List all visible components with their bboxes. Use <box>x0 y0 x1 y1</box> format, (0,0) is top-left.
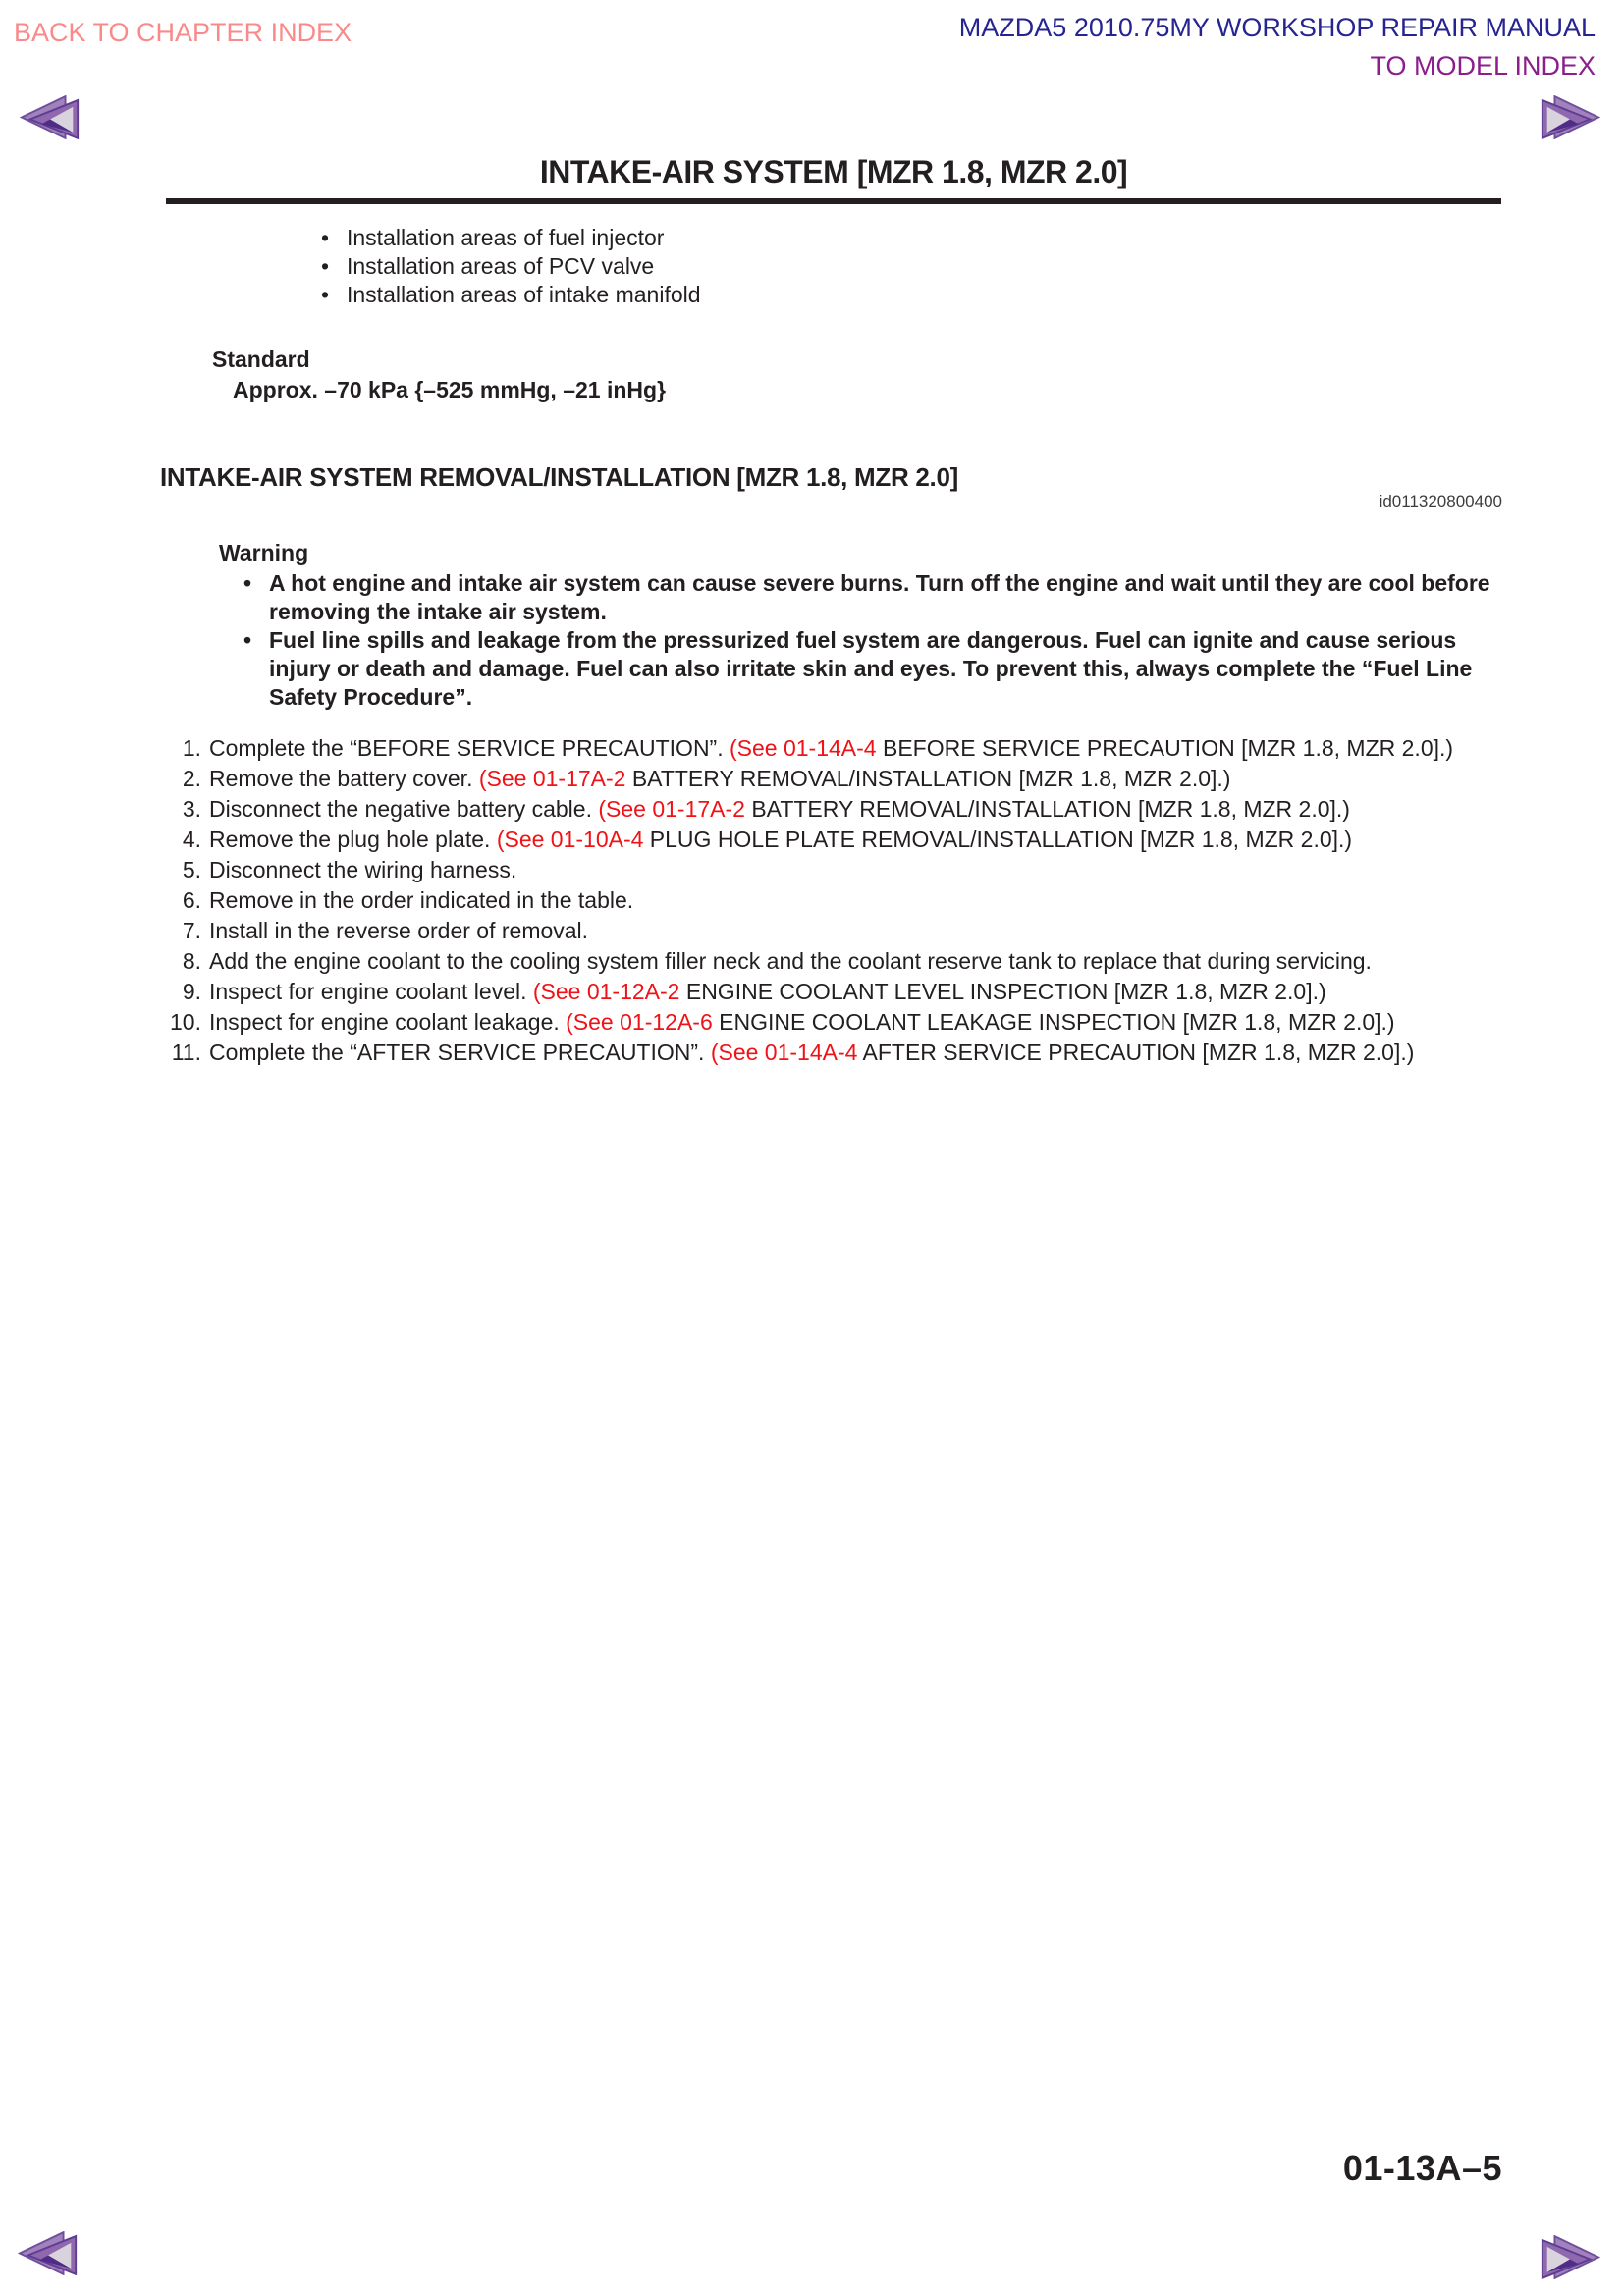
step-item <box>140 946 1502 977</box>
step-number: 10. <box>170 1009 201 1035</box>
see-reference-link[interactable]: (See 01-14A-4 <box>730 735 877 761</box>
step-number: 5. <box>182 857 201 882</box>
step-number: 6. <box>182 887 201 913</box>
intro-bullet-list <box>319 224 1623 309</box>
warning-label: Warning <box>219 540 309 565</box>
nav-next-button-bottom[interactable] <box>1538 2235 1600 2279</box>
intro-bullet-item: • Installation areas of intake manifold <box>319 281 1623 309</box>
see-reference-link[interactable]: (See 01-17A-2 <box>598 796 745 822</box>
step-text: Inspect for engine coolant leakage. (See 01-12A-6 ENGINE COOLANT LEAKAGE INSPECTION [MZR 1.8, MZR 2.0].) <box>209 1009 1395 1035</box>
step-number: 8. <box>182 948 201 974</box>
step-number: 2. <box>182 766 201 791</box>
to-model-index-link[interactable]: TO MODEL INDEX <box>1370 51 1596 80</box>
section-heading: INTAKE-AIR SYSTEM REMOVAL/INSTALLATION [MZR 1.8, MZR 2.0] <box>160 462 958 492</box>
see-reference-link[interactable]: (See 01-14A-4 <box>710 1040 858 1065</box>
warning-item: • A hot engine and intake air system can cause severe burns. Turn off the engine and wait until they are cool before removing the intake air system. <box>242 569 1497 626</box>
step-number: 7. <box>182 918 201 943</box>
back-to-chapter-link[interactable]: BACK TO CHAPTER INDEX <box>14 18 352 47</box>
step-item <box>140 1007 1502 1038</box>
step-item <box>140 825 1502 855</box>
step-text: Install in the reverse order of removal. <box>209 918 589 943</box>
intro-bullet-item: • Installation areas of PCV valve <box>319 252 1623 281</box>
step-item <box>140 855 1502 885</box>
warning-item: • Fuel line spills and leakage from the pressurized fuel system are dangerous. Fuel can ignite and cause serious injury or death and damage. Fuel can also irritate skin and eyes. To prevent this, always complete the “Fuel Line Safety Procedure”. <box>242 626 1497 712</box>
page-title: INTAKE-AIR SYSTEM [MZR 1.8, MZR 2.0] <box>539 154 1128 189</box>
step-number: 1. <box>182 735 201 761</box>
step-item <box>140 764 1502 794</box>
step-number: 4. <box>182 827 201 852</box>
warning-list <box>242 569 1497 712</box>
step-text: Add the engine coolant to the cooling system filler neck and the coolant reserve tank to replace that during servicing. <box>209 948 1372 974</box>
right-arrow-icon <box>1538 2235 1600 2279</box>
standard-value: Approx. –70 kPa {–525 mmHg, –21 inHg} <box>233 377 667 402</box>
step-text: Disconnect the wiring harness. <box>209 857 517 882</box>
intro-bullet-item: • Installation areas of fuel injector <box>319 224 1623 252</box>
standard-label: Standard <box>212 347 310 372</box>
step-number: 9. <box>182 979 201 1004</box>
step-number: 3. <box>182 796 201 822</box>
step-item <box>140 885 1502 916</box>
manual-title: MAZDA5 2010.75MY WORKSHOP REPAIR MANUAL <box>958 13 1596 42</box>
see-reference-link[interactable]: (See 01-17A-2 <box>478 766 626 791</box>
step-item <box>140 794 1502 825</box>
step-item <box>140 1038 1502 1068</box>
see-reference-link[interactable]: (See 01-12A-6 <box>566 1009 713 1035</box>
step-text: Complete the “BEFORE SERVICE PRECAUTION”. (See 01-14A-4 BEFORE SERVICE PRECAUTION [MZR 1.8, MZR 2.0].) <box>209 735 1454 761</box>
step-text: Remove the battery cover. (See 01-17A-2 BATTERY REMOVAL/INSTALLATION [MZR 1.8, MZR 2.0].) <box>209 766 1231 791</box>
title-divider <box>166 198 1501 204</box>
step-item <box>140 733 1502 764</box>
procedure-steps-list <box>0 733 1623 1068</box>
nav-previous-button-bottom[interactable] <box>18 2231 81 2275</box>
see-reference-link[interactable]: (See 01-10A-4 <box>496 827 644 852</box>
step-text: Disconnect the negative battery cable. (See 01-17A-2 BATTERY REMOVAL/INSTALLATION [MZR 1.8, MZR 2.0].) <box>209 796 1350 822</box>
step-item <box>140 977 1502 1007</box>
step-item <box>140 916 1502 946</box>
step-text: Remove the plug hole plate. (See 01-10A-4 PLUG HOLE PLATE REMOVAL/INSTALLATION [MZR 1.8, MZR 2.0].) <box>209 827 1353 852</box>
left-arrow-icon <box>18 2231 81 2275</box>
see-reference-link[interactable]: (See 01-12A-2 <box>532 979 680 1004</box>
standard-spec <box>212 345 1623 405</box>
section-id: id011320800400 <box>1379 492 1502 510</box>
step-number: 11. <box>171 1040 201 1065</box>
step-text: Complete the “AFTER SERVICE PRECAUTION”. (See 01-14A-4 AFTER SERVICE PRECAUTION [MZR 1.8, MZR 2.0].) <box>209 1040 1415 1065</box>
warning-block <box>0 539 1623 712</box>
step-text: Inspect for engine coolant level. (See 01-12A-2 ENGINE COOLANT LEVEL INSPECTION [MZR 1.8, MZR 2.0].) <box>209 979 1326 1004</box>
document-body <box>0 0 1623 1068</box>
step-text: Remove in the order indicated in the table. <box>209 887 634 913</box>
page-number: 01-13A–5 <box>1342 2148 1502 2188</box>
